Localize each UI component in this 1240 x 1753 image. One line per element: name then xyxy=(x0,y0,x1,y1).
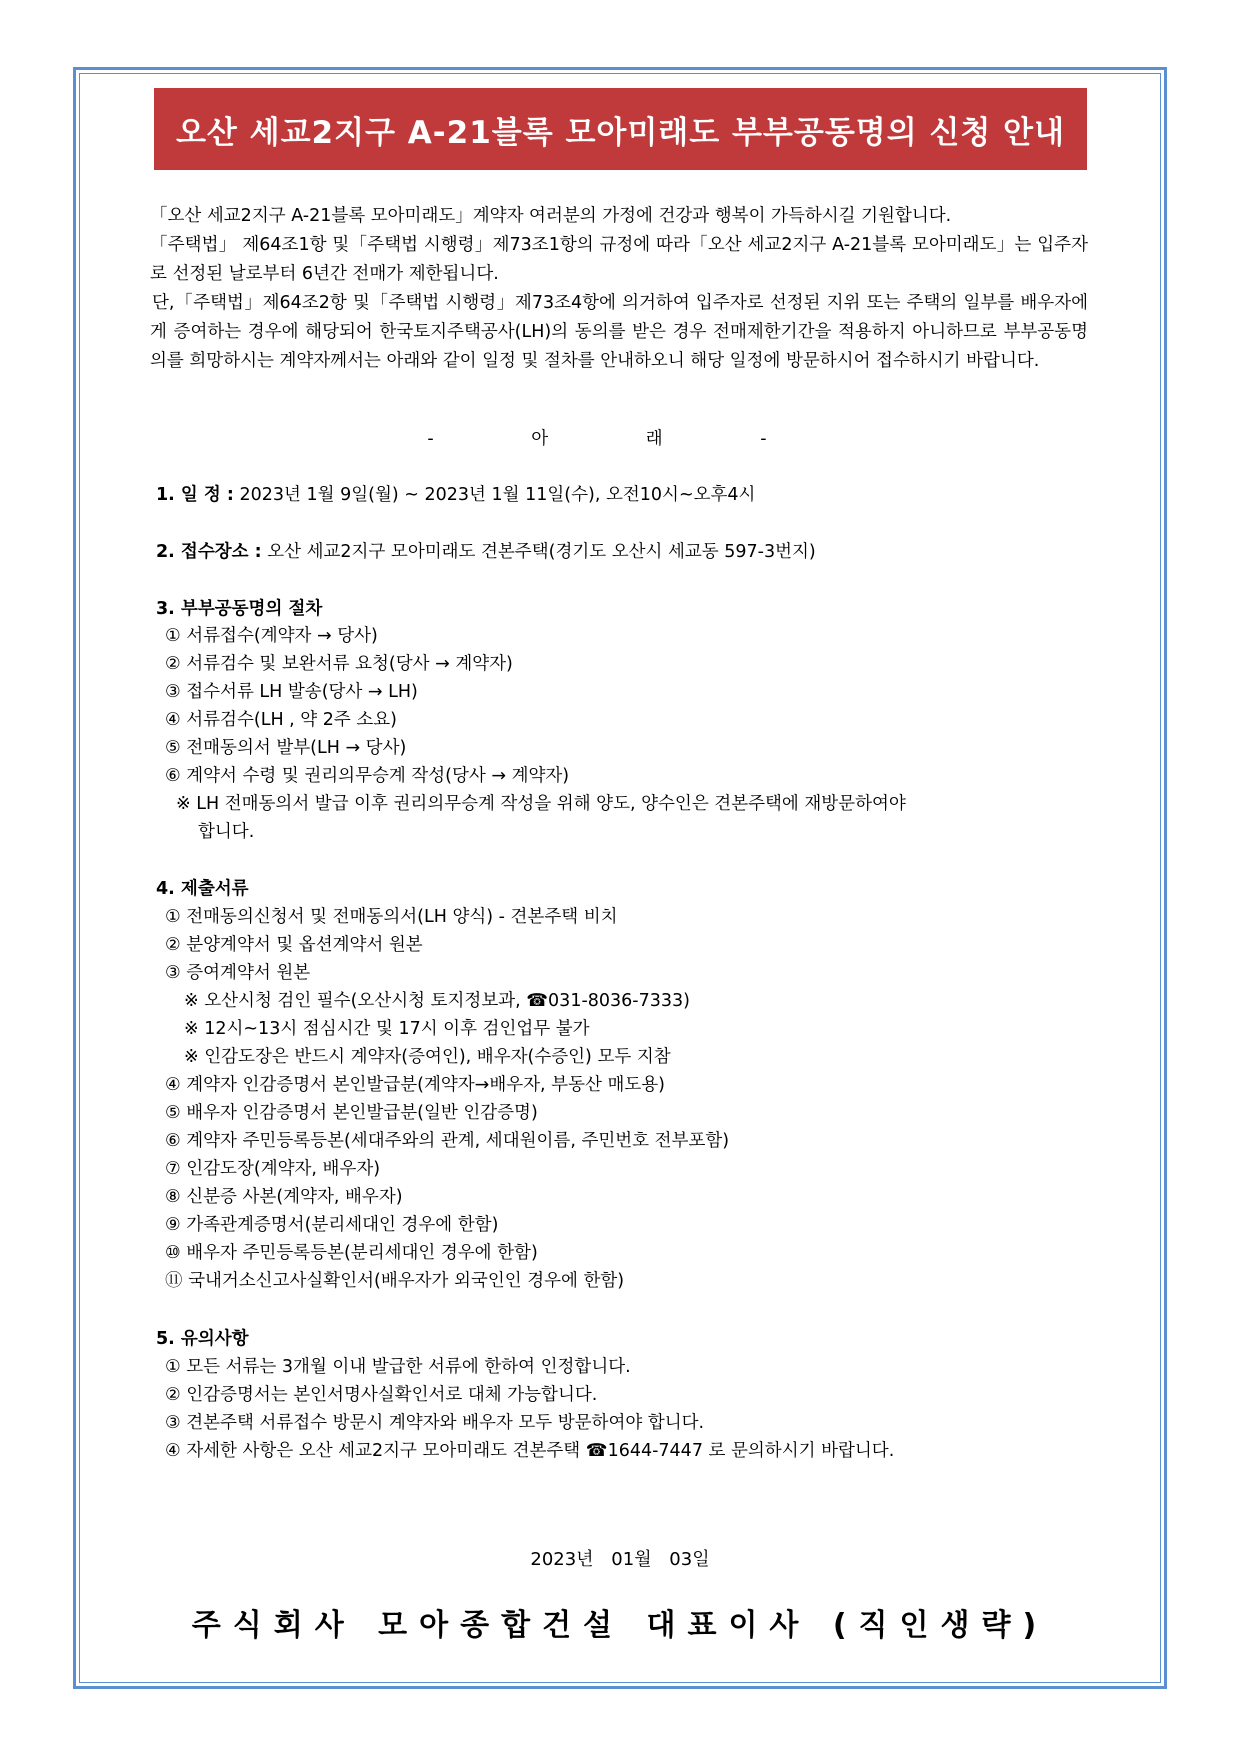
documents-item-1: ① 전매동의신청서 및 전매동의서(LH 양식) - 견본주택 비치 xyxy=(165,907,618,927)
documents-subnote-3: ※ 인감도장은 반드시 계약자(증여인), 배우자(수증인) 모두 지참 xyxy=(184,1047,671,1067)
documents-item-6: ⑥ 계약자 주민등록등본(세대주와의 관계, 세대원이름, 주민번호 전부포함) xyxy=(165,1131,730,1151)
intro-paragraph-3: 단,「주택법」제64조2항 및「주택법 시행령」제73조4항에 의거하여 입주자로 선정된 지위 또는 주택의 일부를 배우자에게 증여하는 경우에 해당되어 한국토지주택공사(LH)의 동의를 받은 경우 전매제한기간을 적용하지 아니하므로 부부공동명의를 희망하시는 계약자께서는 아래와 같이 일정 및 절차를 안내하오니 해당 일정에 방문하시어 접수하시기 바랍니다. xyxy=(150,293,1088,371)
procedure-item-3: ③ 접수서류 LH 발송(당사 → LH) xyxy=(165,682,418,702)
procedure-heading: 3. 부부공동명의 절차 xyxy=(156,599,323,619)
procedure-item-2: ② 서류검수 및 보완서류 요청(당사 → 계약자) xyxy=(165,654,513,674)
notes-item-2: ② 인감증명서는 본인서명사실확인서로 대체 가능합니다. xyxy=(165,1385,598,1405)
procedure-item-4: ④ 서류검수(LH , 약 2주 소요) xyxy=(165,710,398,730)
notes-item-4: ④ 자세한 사항은 오산 세교2지구 모아미래도 견본주택 ☎1644-7447 로 문의하시기 바랍니다. xyxy=(165,1441,895,1461)
procedure-item-5: ⑤ 전매동의서 발부(LH → 당사) xyxy=(165,738,407,758)
documents-item-11: ⑪ 국내거소신고사실확인서(배우자가 외국인인 경우에 한함) xyxy=(165,1271,625,1291)
schedule-line xyxy=(156,481,755,506)
documents-item-2: ② 분양계약서 및 옵션계약서 원본 xyxy=(165,935,423,955)
documents-item-3: ③ 증여계약서 원본 xyxy=(165,963,311,983)
below-heading: - 아 래 - xyxy=(427,429,813,449)
procedure-note-line-1: ※ LH 전매동의서 발급 이후 권리의무승계 작성을 위해 양도, 양수인은 견본주택에 재방문하여야 xyxy=(176,794,906,814)
notes-item-3: ③ 견본주택 서류접수 방문시 계약자와 배우자 모두 방문하여야 합니다. xyxy=(165,1413,705,1433)
document-date: 2023년 01월 03일 xyxy=(530,1549,710,1570)
document-title: 오산 세교2지구 A-21블록 모아미래도 부부공동명의 신청 안내 xyxy=(154,88,1087,170)
intro-text xyxy=(150,202,1088,376)
procedure-item-6: ⑥ 계약서 수령 및 권리의무승계 작성(당사 → 계약자) xyxy=(165,766,570,786)
place-label: 2. 접수장소 : xyxy=(156,542,262,562)
documents-item-5: ⑤ 배우자 인감증명서 본인발급분(일반 인감증명) xyxy=(165,1103,538,1123)
documents-item-9: ⑨ 가족관계증명서(분리세대인 경우에 한함) xyxy=(165,1215,499,1235)
documents-heading: 4. 제출서류 xyxy=(156,879,249,899)
intro-paragraph-1: 「오산 세교2지구 A-21블록 모아미래도」계약자 여러분의 가정에 건강과 행복이 가득하시길 기원합니다. xyxy=(150,206,952,226)
place-value: 오산 세교2지구 모아미래도 견본주택(경기도 오산시 세교동 597-3번지) xyxy=(267,542,816,562)
schedule-label: 1. 일 정 : xyxy=(156,485,234,505)
procedure-item-1: ① 서류접수(계약자 → 당사) xyxy=(165,626,378,646)
documents-item-7: ⑦ 인감도장(계약자, 배우자) xyxy=(165,1159,381,1179)
documents-item-4: ④ 계약자 인감증명서 본인발급분(계약자→배우자, 부동산 매도용) xyxy=(165,1075,666,1095)
documents-subnote-1: ※ 오산시청 검인 필수(오산시청 토지정보과, ☎031-8036-7333) xyxy=(184,991,690,1011)
company-signature: 주식회사 모아종합건설 대표이사 (직인생략) xyxy=(191,1608,1049,1643)
documents-item-10: ⑩ 배우자 주민등록등본(분리세대인 경우에 한함) xyxy=(165,1243,538,1263)
place-line xyxy=(156,538,816,563)
notes-heading: 5. 유의사항 xyxy=(156,1329,249,1349)
documents-subnote-2: ※ 12시~13시 점심시간 및 17시 이후 검인업무 불가 xyxy=(184,1019,590,1039)
notes-item-1: ① 모든 서류는 3개월 이내 발급한 서류에 한하여 인정합니다. xyxy=(165,1357,631,1377)
intro-paragraph-2: 「주택법」 제64조1항 및「주택법 시행령」제73조1항의 규정에 따라「오산 세교2지구 A-21블록 모아미래도」는 입주자로 선정된 날로부터 6년간 전매가 제한됩니다. xyxy=(150,235,1088,284)
procedure-note-line-2: 합니다. xyxy=(198,822,255,842)
schedule-value: 2023년 1월 9일(월) ~ 2023년 1월 11일(수), 오전10시~오후4시 xyxy=(239,485,756,505)
documents-item-8: ⑧ 신분증 사본(계약자, 배우자) xyxy=(165,1187,403,1207)
